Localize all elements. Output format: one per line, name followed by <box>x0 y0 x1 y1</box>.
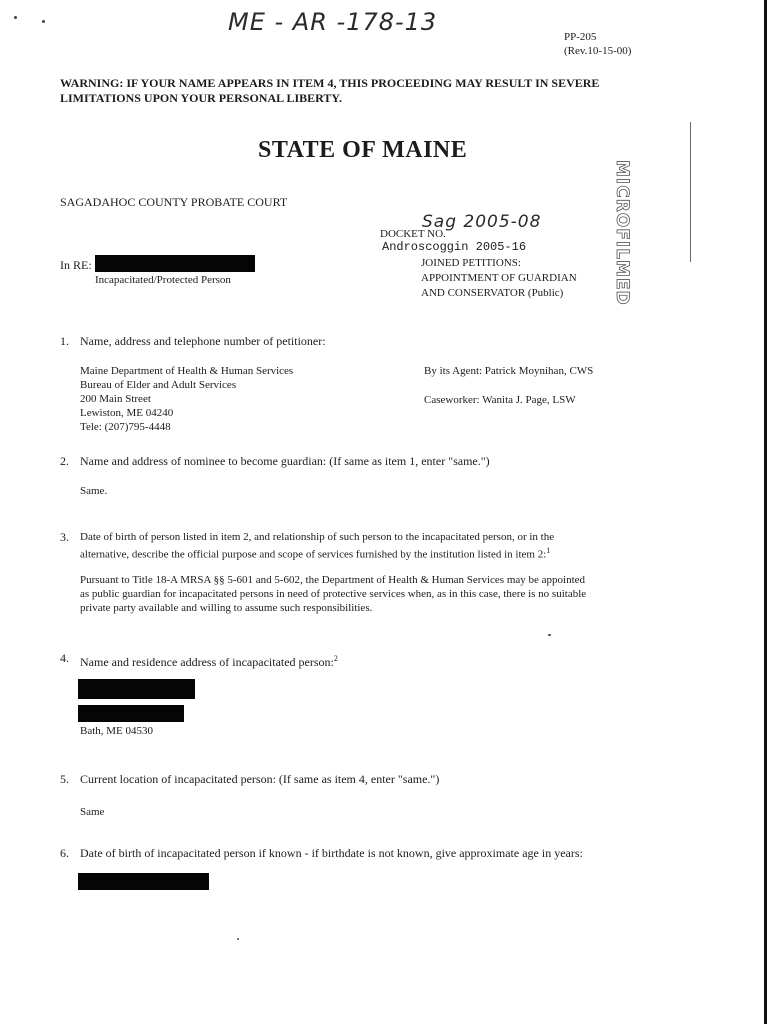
person-role-label: Incapacitated/Protected Person <box>95 274 231 286</box>
scan-speck <box>237 938 239 940</box>
petition-line-2: APPOINTMENT OF GUARDIAN <box>421 272 577 284</box>
item-1-number: 1. <box>60 334 69 348</box>
petitioner-address-line: Bureau of Elder and Adult Services <box>80 379 237 391</box>
item-5-question: Current location of incapacitated person: (If same as item 4, enter "same.") <box>80 772 440 786</box>
item-3-question-line-1: Date of birth of person listed in item 2, and relationship of such person to the incapacitated person, or in the <box>80 531 555 543</box>
form-code: PP-205 <box>564 31 597 43</box>
item-4-question: Name and residence address of incapacitated person:$^2$ <box>80 654 338 669</box>
item-3-answer-line-1: Pursuant to Title 18-A MRSA §§ 5-601 and 5-602, the Department of Health & Human Services may be appointed <box>80 574 586 586</box>
item-5-answer: Same <box>80 806 105 818</box>
petitioner-agent: By its Agent: Patrick Moynihan, CWS <box>424 365 594 377</box>
item-5-number: 5. <box>60 772 69 786</box>
warning-line-2: LIMITATIONS UPON YOUR PERSONAL LIBERTY. <box>60 91 342 105</box>
item-3-answer-line-2: as public guardian for incapacitated persons in need of protective services when, as in this case, there is no suitable <box>80 588 587 600</box>
item-4-number: 4. <box>60 651 69 665</box>
item-2-number: 2. <box>60 454 69 468</box>
scan-speck <box>14 16 17 19</box>
scan-speck <box>548 634 551 636</box>
docket-typed: Androscoggin 2005-16 <box>382 240 527 254</box>
item-2-answer: Same. <box>80 485 108 497</box>
handwritten-docket-number: Sag 2005-08 <box>422 212 542 232</box>
scan-edge-mark <box>690 122 691 262</box>
docket-label: DOCKET NO. <box>380 228 446 240</box>
redacted-street-address <box>78 705 184 722</box>
petition-line-1: JOINED PETITIONS: <box>421 257 521 269</box>
form-revision: (Rev.10-15-00) <box>564 45 632 57</box>
redacted-person-name-line <box>78 679 195 699</box>
item-3-number: 3. <box>60 530 69 544</box>
item-1-question: Name, address and telephone number of petitioner: <box>80 334 326 348</box>
page-title: STATE OF MAINE <box>258 137 468 163</box>
petitioner-caseworker: Caseworker: Wanita J. Page, LSW <box>424 394 576 406</box>
item-6-number: 6. <box>60 846 69 860</box>
handwritten-document-code: ME - AR -178-13 <box>228 8 438 36</box>
redacted-birthdate <box>78 873 209 890</box>
item-3-question-line-2: alternative, describe the official purpose and scope of services furnished by the institution listed in item 2:$^1$ <box>80 546 551 561</box>
item-6-question: Date of birth of incapacitated person if known - if birthdate is not known, give approximate age in years: <box>80 846 583 860</box>
petitioner-address-line: Lewiston, ME 04240 <box>80 407 174 419</box>
scan-speck <box>42 20 45 23</box>
item-3-answer-line-3: private party available and willing to assume such responsibilities. <box>80 602 373 614</box>
item-4-footnote-marker: 2 <box>333 654 338 663</box>
petitioner-address-line: Maine Department of Health & Human Services <box>80 365 294 377</box>
item-2-question: Name and address of nominee to become guardian: (If same as item 1, enter "same.") <box>80 454 490 468</box>
petitioner-address-line: Tele: (207)795-4448 <box>80 421 171 433</box>
warning-line-1: WARNING: IF YOUR NAME APPEARS IN ITEM 4, THIS PROCEEDING MAY RESULT IN SEVERE <box>60 76 600 90</box>
petitioner-address-line: 200 Main Street <box>80 393 151 405</box>
incapacitated-person-city: Bath, ME 04530 <box>80 725 154 737</box>
in-re-label: In RE: <box>60 258 92 272</box>
petition-line-3: AND CONSERVATOR (Public) <box>421 287 564 299</box>
microfilmed-stamp: MICROFILMED <box>612 160 632 306</box>
redacted-person-name <box>95 255 255 272</box>
scan-edge-line <box>764 0 767 1024</box>
court-name: SAGADAHOC COUNTY PROBATE COURT <box>60 195 288 209</box>
item-3-footnote-marker: 1 <box>546 546 551 555</box>
